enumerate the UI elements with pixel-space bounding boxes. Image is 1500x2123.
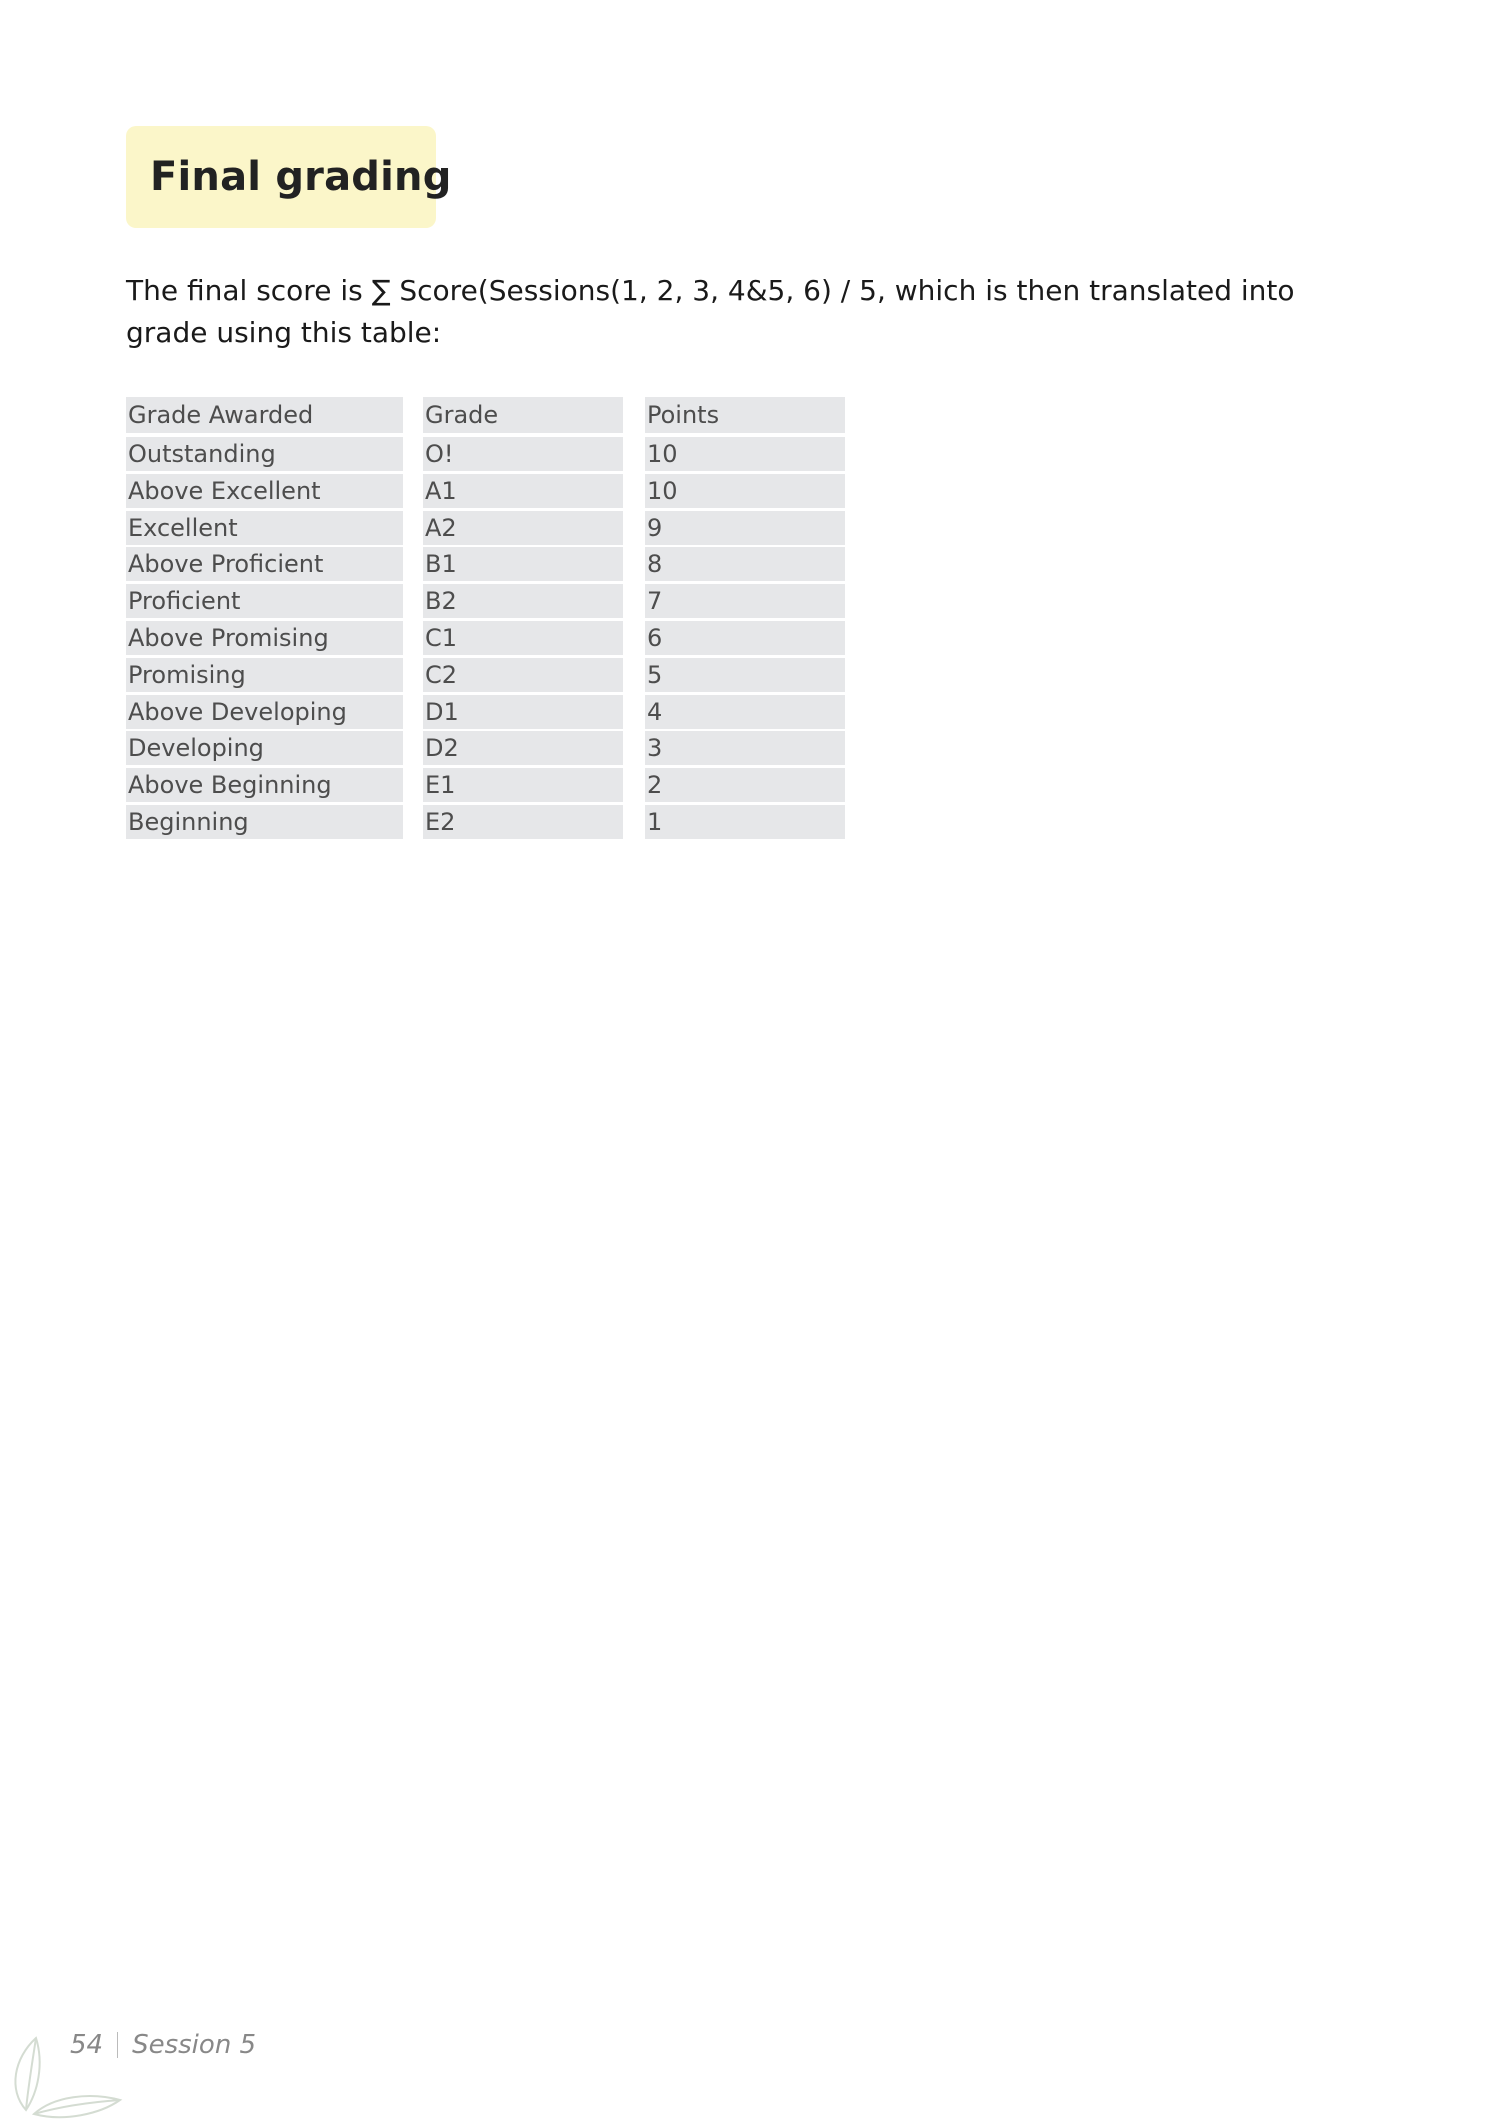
cell-grade-awarded: Above Excellent: [126, 474, 403, 508]
cell-grade: B1: [423, 547, 623, 581]
cell-grade: O!: [423, 437, 623, 471]
cell-grade: D1: [423, 695, 623, 729]
table-row: [126, 695, 846, 729]
intro-paragraph: The final score is ∑ Score(Sessions(1, 2, 3, 4&5, 6) / 5, which is then translated into grade using this table:: [126, 274, 1295, 349]
cell-grade: E1: [423, 768, 623, 802]
cell-grade-awarded: Excellent: [126, 511, 403, 545]
table-row: [126, 437, 846, 471]
heading-box: [126, 126, 452, 228]
cell-grade: A1: [423, 474, 623, 508]
cell-grade: A2: [423, 511, 623, 545]
cell-points: 10: [645, 474, 845, 508]
cell-grade-awarded: Proficient: [126, 584, 403, 618]
cell-points: 8: [645, 547, 845, 581]
header-points: Points: [645, 397, 845, 433]
cell-points: 5: [645, 658, 845, 692]
section-label: Session 5: [132, 2030, 257, 2060]
table-row: [126, 511, 846, 545]
footer-divider: [117, 2032, 118, 2058]
page-title: Final grading: [150, 154, 452, 200]
cell-points: 10: [645, 437, 845, 471]
cell-grade-awarded: Above Promising: [126, 621, 403, 655]
table-row: [126, 768, 846, 802]
table-row: [126, 547, 846, 581]
table-row: [126, 584, 846, 618]
cell-grade: E2: [423, 805, 623, 839]
cell-grade: D2: [423, 731, 623, 765]
cell-grade-awarded: Above Beginning: [126, 768, 403, 802]
cell-grade: C1: [423, 621, 623, 655]
cell-points: 9: [645, 511, 845, 545]
table-row: [126, 805, 846, 839]
page-number: 54: [70, 2030, 104, 2060]
cell-points: 3: [645, 731, 845, 765]
header-grade: Grade: [423, 397, 623, 433]
cell-grade: C2: [423, 658, 623, 692]
grade-table: [126, 397, 846, 842]
cell-grade-awarded: Promising: [126, 658, 403, 692]
table-row: [126, 621, 846, 655]
cell-grade-awarded: Beginning: [126, 805, 403, 839]
cell-grade-awarded: Outstanding: [126, 437, 403, 471]
cell-points: 7: [645, 584, 845, 618]
cell-points: 1: [645, 805, 845, 839]
cell-grade-awarded: Above Developing: [126, 695, 403, 729]
cell-grade-awarded: Above Proficient: [126, 547, 403, 581]
table-row: [126, 658, 846, 692]
cell-grade: B2: [423, 584, 623, 618]
cell-points: 6: [645, 621, 845, 655]
cell-points: 2: [645, 768, 845, 802]
cell-points: 4: [645, 695, 845, 729]
page-footer: [70, 2030, 256, 2060]
table-header-row: [126, 397, 846, 433]
table-row: [126, 731, 846, 765]
cell-grade-awarded: Developing: [126, 731, 403, 765]
header-grade-awarded: Grade Awarded: [126, 397, 403, 433]
table-row: [126, 474, 846, 508]
